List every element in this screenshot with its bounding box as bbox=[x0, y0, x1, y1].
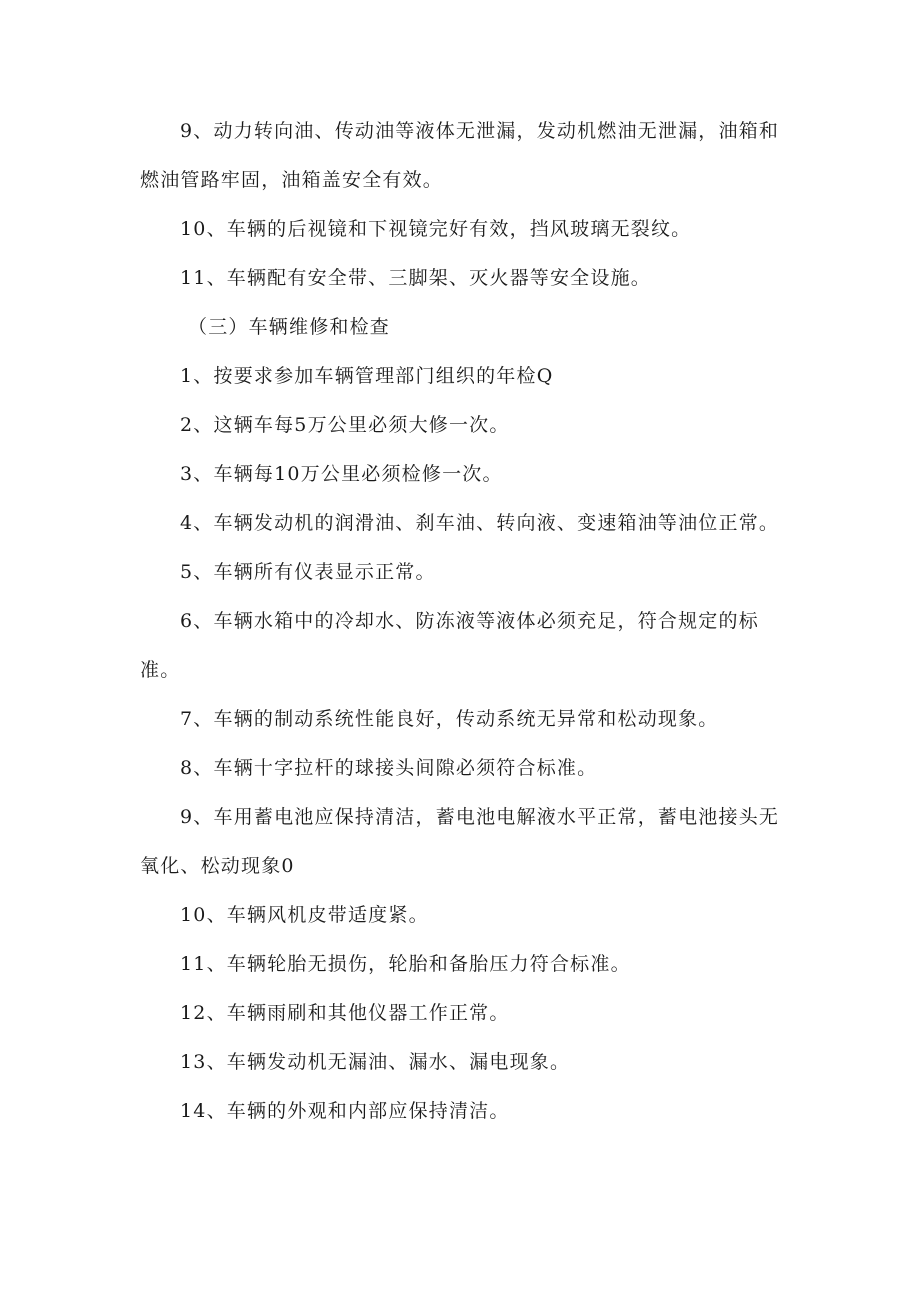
paragraph-maint-2: 2、这辆车每5万公里必须大修一次。 bbox=[180, 414, 510, 436]
paragraph-maint-14: 14、车辆的外观和内部应保持清洁。 bbox=[180, 1100, 510, 1122]
paragraph-maint-13: 13、车辆发动机无漏油、漏水、漏电现象。 bbox=[180, 1051, 571, 1073]
paragraph-item-10-mirrors: 10、车辆的后视镜和下视镜完好有效，挡风玻璃无裂纹。 bbox=[180, 218, 692, 240]
paragraph-item-9-fluids: 9、动力转向油、传动油等液体无泄漏，发动机燃油无泄漏，油箱和燃油管路牢固，油箱盖安全有效。 bbox=[140, 120, 780, 191]
paragraph-maint-6: 6、车辆水箱中的冷却水、防冻液等液体必须充足，符合规定的标准。 bbox=[140, 610, 759, 681]
paragraph-item-11-safety: 11、车辆配有安全带、三脚架、灭火器等安全设施。 bbox=[180, 267, 651, 289]
paragraph-maint-7: 7、车辆的制动系统性能良好，传动系统无异常和松动现象。 bbox=[180, 708, 719, 730]
paragraph-maint-10: 10、车辆风机皮带适度紧。 bbox=[180, 904, 429, 926]
paragraph-maint-3: 3、车辆每10万公里必须检修一次。 bbox=[180, 463, 503, 485]
section-heading-maintenance: （三）车辆维修和检查 bbox=[188, 316, 391, 338]
paragraph-maint-4: 4、车辆发动机的润滑油、刹车油、转向液、变速箱油等油位正常。 bbox=[180, 512, 780, 534]
paragraph-maint-9: 9、车用蓄电池应保持清洁，蓄电池电解液水平正常，蓄电池接头无氧化、松动现象0 bbox=[140, 806, 780, 877]
paragraph-maint-11: 11、车辆轮胎无损伤，轮胎和备胎压力符合标准。 bbox=[180, 953, 631, 975]
paragraph-maint-12: 12、车辆雨刷和其他仪器工作正常。 bbox=[180, 1002, 510, 1024]
paragraph-maint-1: 1、按要求参加车辆管理部门组织的年检Q bbox=[180, 365, 554, 387]
document-body bbox=[140, 107, 785, 1136]
paragraph-maint-5: 5、车辆所有仪表显示正常。 bbox=[180, 561, 436, 583]
paragraph-maint-8: 8、车辆十字拉杆的球接头间隙必须符合标准。 bbox=[180, 757, 598, 779]
